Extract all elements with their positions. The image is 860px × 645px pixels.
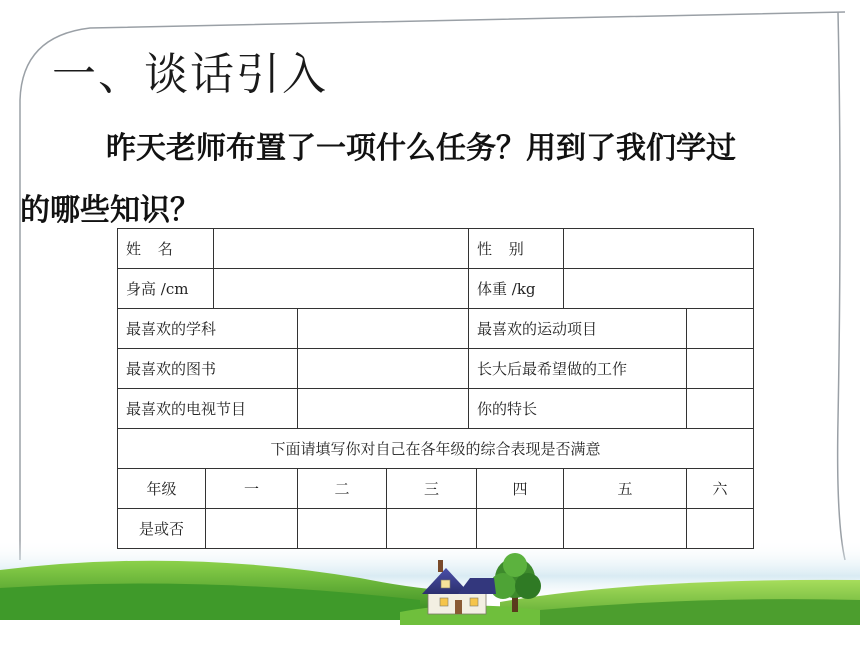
- height-label: 身高 /cm: [118, 269, 214, 309]
- grade-header: 六: [687, 469, 754, 509]
- height-field[interactable]: [214, 269, 469, 309]
- specialty-field[interactable]: [687, 389, 754, 429]
- page-title: 一、谈话引入: [52, 49, 328, 100]
- fav-subject-field[interactable]: [298, 309, 469, 349]
- specialty-label: 你的特长: [469, 389, 687, 429]
- grade-header: 五: [564, 469, 687, 509]
- grade-header: 四: [477, 469, 564, 509]
- question-line-1: 昨天老师布置了一项什么任务？用到了我们学过: [106, 131, 736, 166]
- weight-label: 体重 /kg: [469, 269, 564, 309]
- fav-subject-label: 最喜欢的学科: [118, 309, 298, 349]
- form-row-grades: [118, 469, 754, 509]
- form-row-name: [118, 229, 754, 269]
- form-row-tv: [118, 389, 754, 429]
- fav-sport-label: 最喜欢的运动项目: [469, 309, 687, 349]
- student-info-form: [117, 228, 754, 549]
- grade-label: 年级: [118, 469, 206, 509]
- fav-sport-field[interactable]: [687, 309, 754, 349]
- form-row-subject: [118, 309, 754, 349]
- fav-book-label: 最喜欢的图书: [118, 349, 298, 389]
- grade-answer-field[interactable]: [298, 509, 387, 549]
- form-row-yes-no: [118, 509, 754, 549]
- question-line-2: 的哪些知识？: [20, 193, 200, 228]
- satisfaction-prompt: 下面请填写你对自己在各年级的综合表现是否满意: [118, 429, 754, 469]
- fav-tv-label: 最喜欢的电视节目: [118, 389, 298, 429]
- yes-no-label: 是或否: [118, 509, 206, 549]
- gender-field[interactable]: [564, 229, 754, 269]
- grade-header: 三: [387, 469, 477, 509]
- gender-label: 性 别: [469, 229, 564, 269]
- name-label: 姓 名: [118, 229, 214, 269]
- grade-answer-field[interactable]: [564, 509, 687, 549]
- grade-header: 一: [206, 469, 298, 509]
- grade-answer-field[interactable]: [206, 509, 298, 549]
- name-field[interactable]: [214, 229, 469, 269]
- intro-question: [20, 118, 830, 242]
- grade-answer-field[interactable]: [387, 509, 477, 549]
- form-row-satisfaction: [118, 429, 754, 469]
- form-row-height: [118, 269, 754, 309]
- fav-book-field[interactable]: [298, 349, 469, 389]
- grade-header: 二: [298, 469, 387, 509]
- dream-job-label: 长大后最希望做的工作: [469, 349, 687, 389]
- grade-answer-field[interactable]: [687, 509, 754, 549]
- grade-answer-field[interactable]: [477, 509, 564, 549]
- fav-tv-field[interactable]: [298, 389, 469, 429]
- form-row-book: [118, 349, 754, 389]
- weight-field[interactable]: [564, 269, 754, 309]
- dream-job-field[interactable]: [687, 349, 754, 389]
